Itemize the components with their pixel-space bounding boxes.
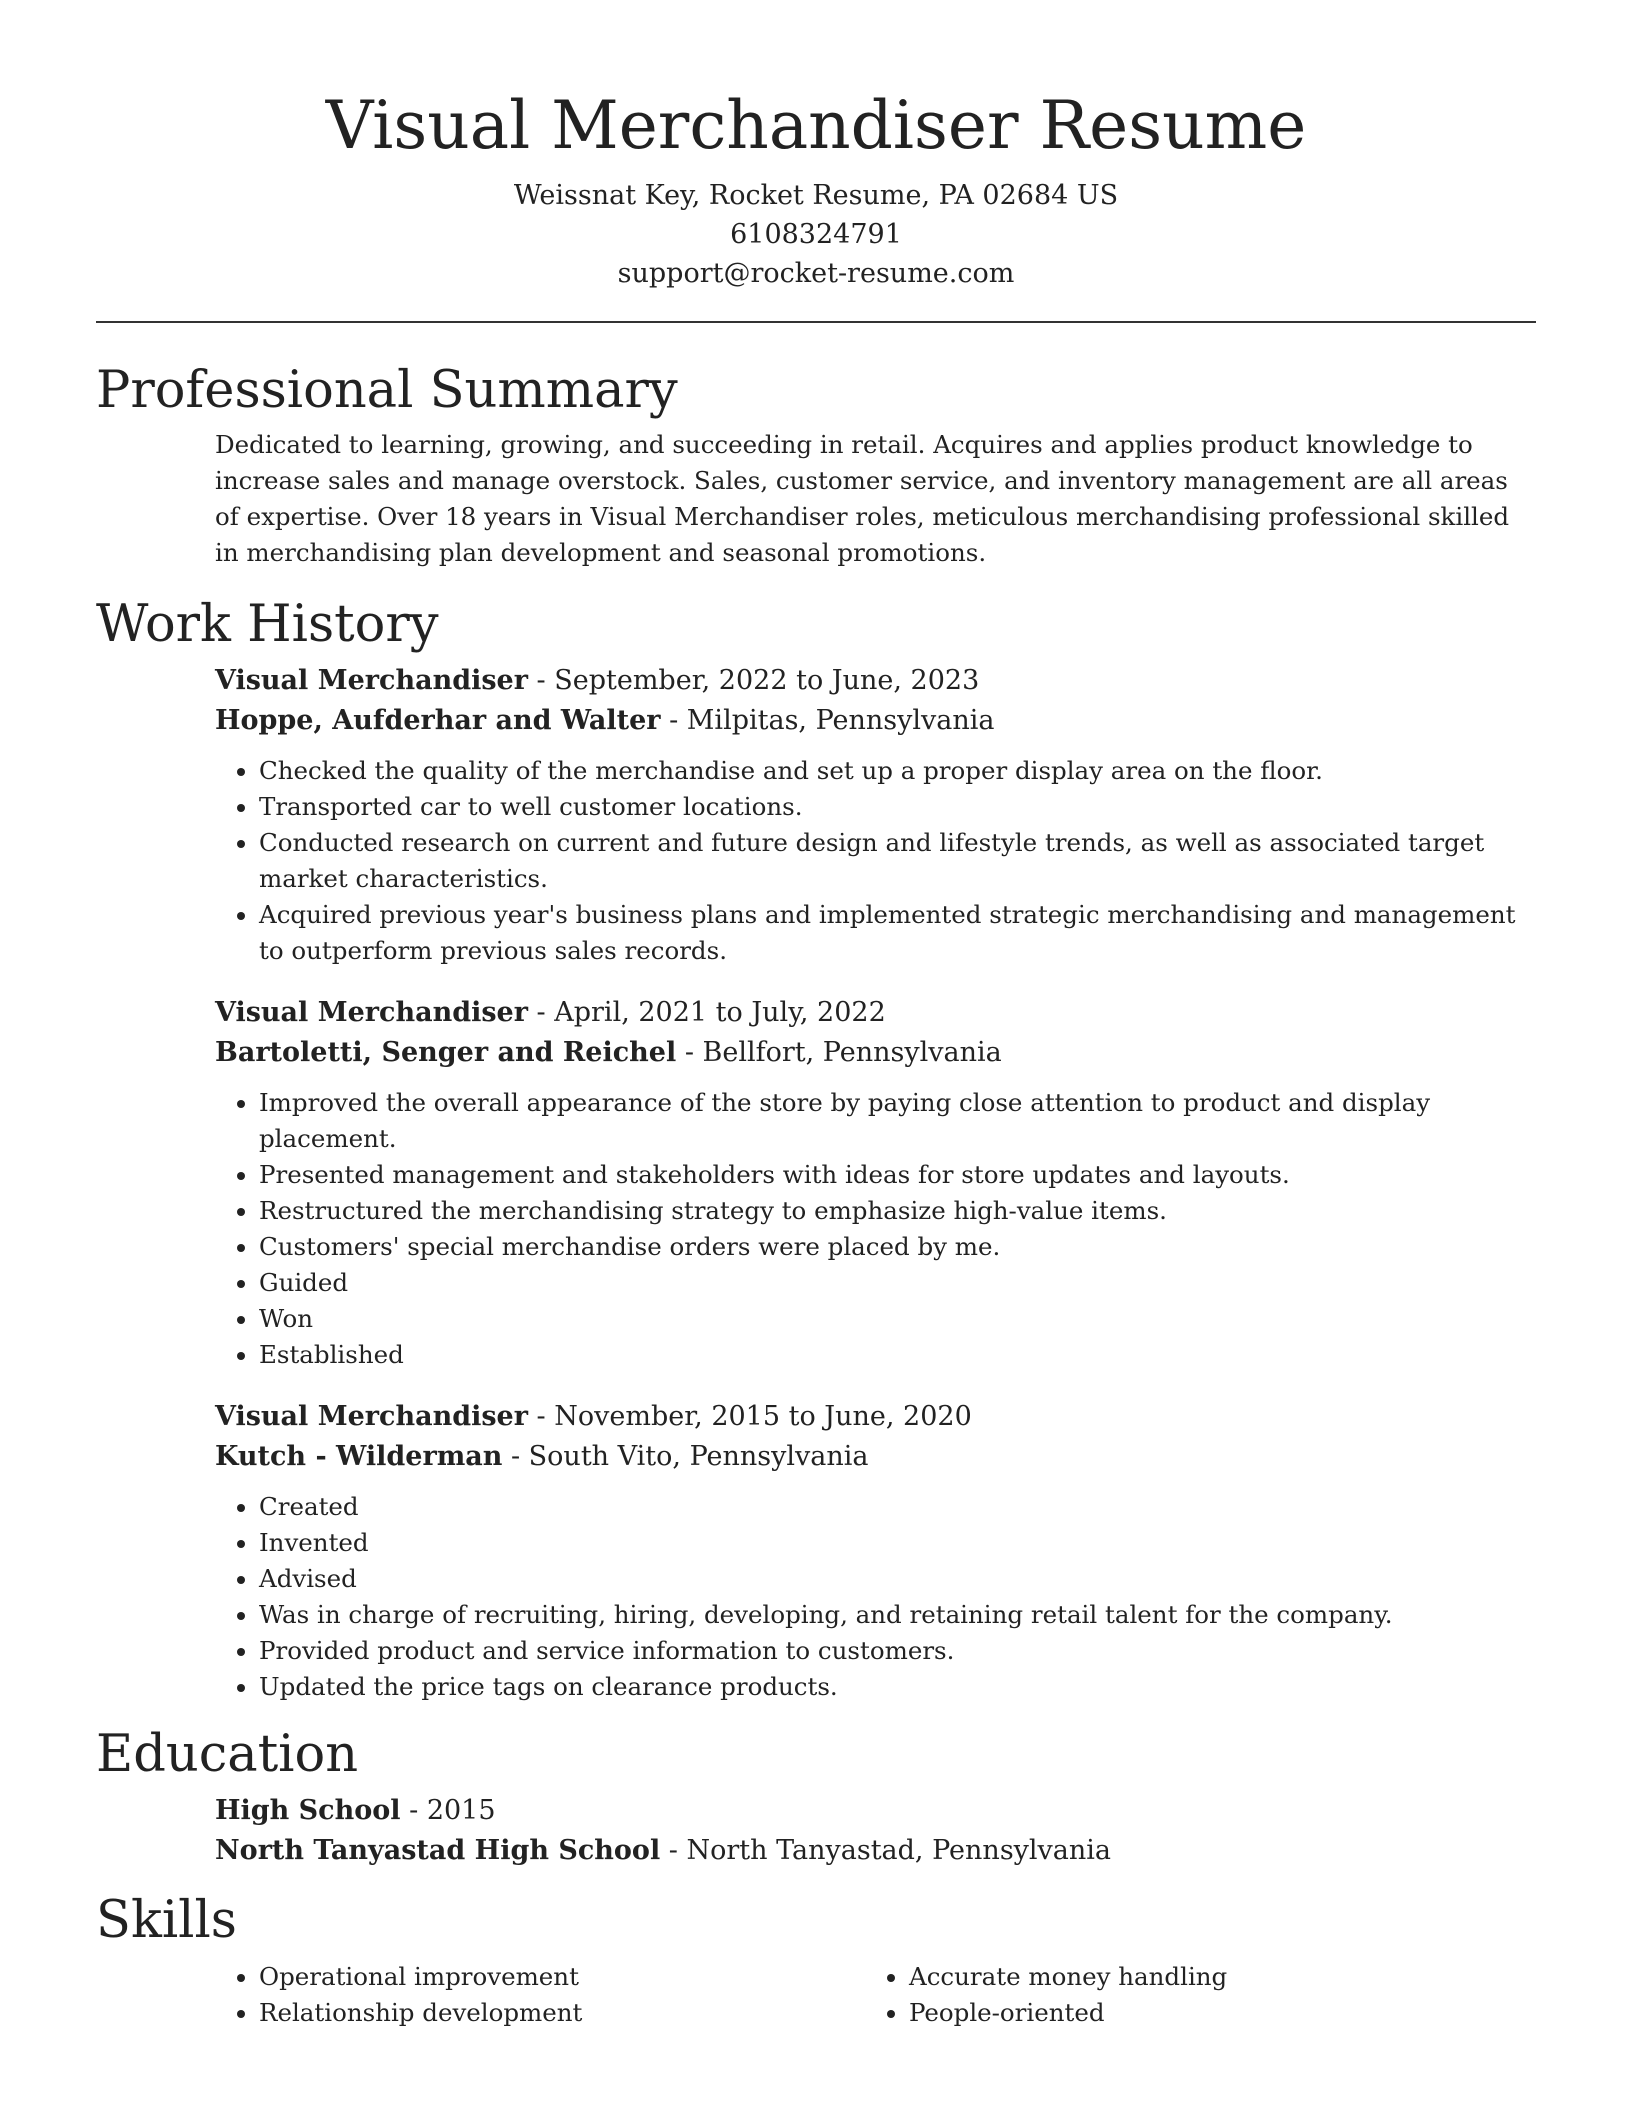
job-bullets (215, 753, 1536, 969)
job-role: Visual Merchandiser (215, 997, 528, 1028)
job-entry (215, 993, 1536, 1373)
job-bullet: • Invented (259, 1525, 1536, 1561)
job-role: Visual Merchandiser (215, 1401, 528, 1432)
education-school-line (215, 1831, 1536, 1871)
job-bullet: • Checked the quality of the merchandise and set up a proper display area on the floor. (259, 753, 1536, 789)
job-bullet: • Was in charge of recruiting, hiring, developing, and retaining retail talent for the company. (259, 1597, 1536, 1633)
job-bullet: • Created (259, 1489, 1536, 1525)
job-company-line (215, 1437, 1536, 1477)
job-title-line (215, 993, 1536, 1033)
job-company-line (215, 1033, 1536, 1073)
job-company: Bartoletti, Senger and Reichel (215, 1037, 677, 1068)
job-role: Visual Merchandiser (215, 665, 528, 696)
job-bullet: • Transported car to well customer locations. (259, 789, 1536, 825)
job-bullet: • Updated the price tags on clearance products. (259, 1669, 1536, 1705)
job-title-line (215, 661, 1536, 701)
education-section (96, 1725, 1536, 1871)
contact-address: Weissnat Key, Rocket Resume, PA 02684 US (513, 180, 1119, 211)
job-title-line (215, 1397, 1536, 1437)
skills-section (96, 1891, 1536, 2031)
job-bullet: • Improved the overall appearance of the store by paying close attention to product and display placement. (259, 1085, 1536, 1157)
job-bullets (215, 1085, 1536, 1373)
contact-block (96, 176, 1536, 293)
education-degree-line (215, 1791, 1536, 1831)
skill-item: • People-oriented (909, 1995, 1515, 2031)
skills-list-left (215, 1959, 865, 2031)
job-location: - Bellfort, Pennsylvania (676, 1037, 1002, 1068)
education-degree: High School (215, 1795, 401, 1826)
summary-section (96, 361, 1536, 571)
summary-heading: Professional Summary (96, 361, 678, 420)
job-bullet: • Established (259, 1337, 1536, 1373)
summary-text: Dedicated to learning, growing, and succeeding in retail. Acquires and applies product knowledge to increase sales and manage overstock. Sales, customer service, and inventory management are all areas of expertise. Over 18 years in Visual Merchandiser roles, meticulous merchandising professional skilled in merchandising plan development and seasonal promotions. (215, 430, 1510, 567)
work-history-heading: Work History (96, 595, 439, 654)
job-entry (215, 1397, 1536, 1705)
contact-phone: 6108324791 (730, 219, 902, 250)
job-dates: - April, 2021 to July, 2022 (527, 997, 886, 1028)
job-bullet: • Guided (259, 1265, 1536, 1301)
education-school: North Tanyastad High School (215, 1835, 661, 1866)
skill-item: • Accurate money handling (909, 1959, 1515, 1995)
header-divider (96, 321, 1536, 323)
skill-item: • Relationship development (259, 1995, 865, 2031)
job-company: Kutch - Wilderman (215, 1441, 503, 1472)
job-entry (215, 661, 1536, 969)
job-bullet: • Won (259, 1301, 1536, 1337)
job-dates: - September, 2022 to June, 2023 (527, 665, 980, 696)
job-location: - South Vito, Pennsylvania (502, 1441, 869, 1472)
job-bullet: • Acquired previous year's business plans and implemented strategic merchandising and management to outperform previous sales records. (259, 897, 1536, 969)
job-bullet: • Provided product and service information to customers. (259, 1633, 1536, 1669)
job-bullet: • Presented management and stakeholders with ideas for store updates and layouts. (259, 1157, 1536, 1193)
job-location: - Milpitas, Pennsylvania (660, 705, 995, 736)
work-history-section (96, 595, 1536, 1705)
job-bullet: • Restructured the merchandising strategy to emphasize high-value items. (259, 1193, 1536, 1229)
job-bullet: • Customers' special merchandise orders were placed by me. (259, 1229, 1536, 1265)
resume-page (96, 0, 1536, 2031)
skill-item: • Operational improvement (259, 1959, 865, 1995)
education-location: - North Tanyastad, Pennsylvania (660, 1835, 1112, 1866)
skills-heading: Skills (96, 1891, 237, 1950)
job-bullet: • Conducted research on current and future design and lifestyle trends, as well as associated target market characteristics. (259, 825, 1536, 897)
job-bullet: • Advised (259, 1561, 1536, 1597)
education-heading: Education (96, 1725, 359, 1784)
job-company: Hoppe, Aufderhar and Walter (215, 705, 661, 736)
skills-list-right (865, 1959, 1515, 2031)
skills-column-left (215, 1959, 865, 2031)
resume-title: Visual Merchandiser Resume (325, 87, 1307, 164)
job-bullets (215, 1489, 1536, 1705)
skills-column-right (865, 1959, 1515, 2031)
contact-email: support@rocket-resume.com (617, 258, 1015, 289)
job-company-line (215, 701, 1536, 741)
job-dates: - November, 2015 to June, 2020 (527, 1401, 972, 1432)
education-year: - 2015 (400, 1795, 496, 1826)
